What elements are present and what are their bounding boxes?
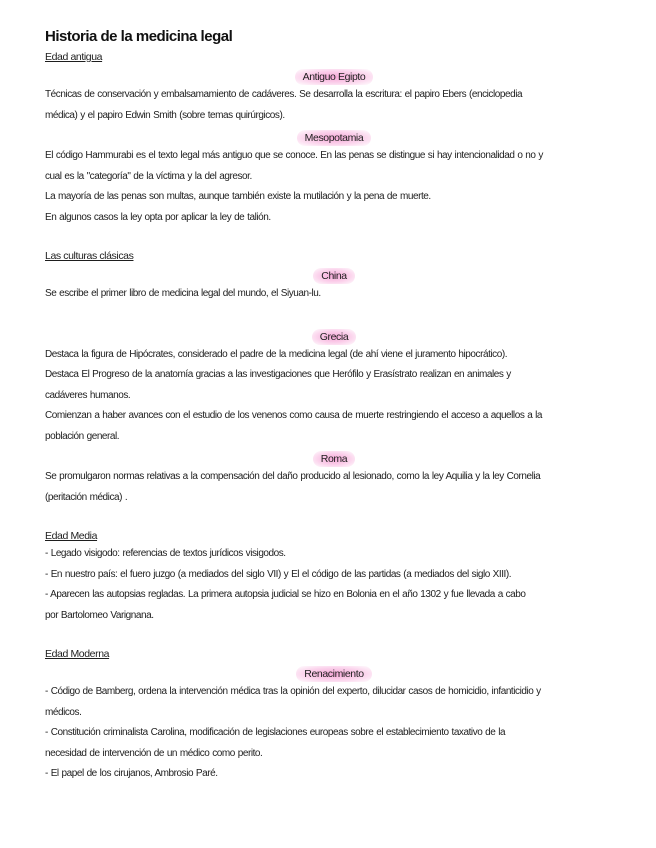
list-item: médicos. — [45, 706, 82, 718]
list-item: por Bartolomeo Varignana. — [45, 609, 154, 621]
list-item: necesidad de intervención de un médico como perito. — [45, 747, 263, 759]
paragraph-line: Se escribe el primer libro de medicina legal del mundo, el Siyuan-lu. — [45, 288, 321, 299]
subheading-mesopotamia: Mesopotamia — [297, 130, 372, 146]
list-item: - Legado visigodo: referencias de textos jurídicos visigodos. — [45, 548, 286, 559]
list-item: - Código de Bamberg, ordena la intervención médica tras la opinión del experto, dilucidar casos de homicidio, infanticidio y — [45, 686, 541, 697]
paragraph-line: (peritación médica) . — [45, 491, 128, 503]
list-item: - El papel de los cirujanos, Ambrosio Paré. — [45, 768, 218, 779]
section-heading-edad-antigua: Edad antigua — [45, 51, 103, 63]
paragraph-line: Técnicas de conservación y embalsamamiento de cadáveres. Se desarrolla la escritura: el papiro Ebers (enciclopedia — [45, 89, 523, 100]
paragraph-line: Destaca la figura de Hipócrates, considerado el padre de la medicina legal (de ahí viene el juramento hipocrático). — [45, 348, 508, 360]
document-title: Historia de la medicina legal — [45, 28, 233, 45]
paragraph-line: médica) y el papiro Edwin Smith (sobre temas quirúrgicos). — [45, 109, 285, 121]
section-heading-edad-media: Edad Media — [45, 530, 98, 542]
list-item: - Constitución criminalista Carolina, modificación de legislaciones europeas sobre el establecimiento taxativo de la — [45, 727, 506, 738]
subheading-roma: Roma — [313, 451, 355, 467]
paragraph-line: En algunos casos la ley opta por aplicar la ley de talión. — [45, 211, 271, 223]
paragraph-line: Comienzan a haber avances con el estudio de los venenos como causa de muerte restringiendo el acceso a aquellos a la — [45, 410, 543, 421]
list-item: - Aparecen las autopsias regladas. La primera autopsia judicial se hizo en Bolonia en el año 1302 y fue llevada a cabo — [45, 589, 526, 600]
paragraph-line: Se promulgaron normas relativas a la compensación del daño producido al lesionado, como la ley Aquilia y la ley Cornelia — [45, 471, 541, 482]
paragraph-line: El código Hammurabi es el texto legal más antiguo que se conoce. En las penas se distingue si hay intencionalidad o no y — [45, 150, 543, 161]
subheading-china: China — [313, 268, 354, 284]
section-heading-culturas-clasicas: Las culturas clásicas — [45, 250, 134, 262]
list-item: - En nuestro país: el fuero juzgo (a mediados del siglo VII) y El el código de las partidas (a mediados del siglo XIII). — [45, 568, 512, 580]
document-page — [45, 28, 623, 785]
subheading-renacimiento: Renacimiento — [296, 666, 371, 682]
subheading-grecia: Grecia — [312, 329, 357, 345]
paragraph-line: cual es la "categoría" de la víctima y la del agresor. — [45, 170, 252, 182]
subheading-antiguo-egipto: Antiguo Egipto — [295, 69, 374, 85]
section-heading-edad-moderna: Edad Moderna — [45, 648, 110, 660]
paragraph-line: La mayoría de las penas son multas, aunque también existe la mutilación y la pena de muerte. — [45, 191, 431, 202]
paragraph-line: población general. — [45, 430, 120, 442]
paragraph-line: Destaca El Progreso de la anatomía gracias a las investigaciones que Herófilo y Erasístrato realizan en animales y — [45, 369, 511, 380]
paragraph-line: cadáveres humanos. — [45, 389, 131, 401]
